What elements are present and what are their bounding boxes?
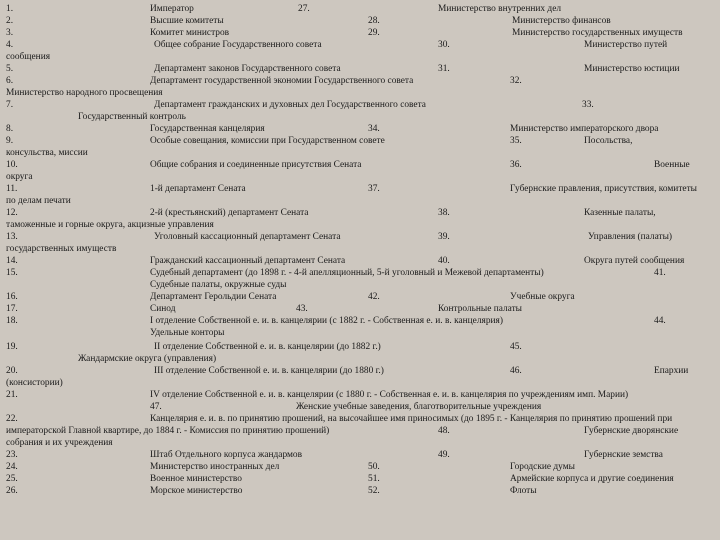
text-segment: 39.	[438, 232, 450, 242]
text-segment: собрания и их учреждения	[6, 438, 113, 448]
text-segment: 24.	[6, 462, 18, 472]
text-line	[0, 147, 720, 159]
text-segment: 48.	[438, 426, 450, 436]
text-segment: Учебные округа	[510, 292, 575, 302]
text-line	[0, 303, 720, 315]
text-line	[0, 449, 720, 461]
text-segment: 16.	[6, 292, 18, 302]
text-segment: 8.	[6, 124, 14, 134]
text-segment: Государственная канцелярия	[150, 124, 265, 134]
text-line	[0, 99, 720, 111]
text-segment: 38.	[438, 208, 450, 218]
text-segment: Общие собрания и соединенные присутствия Сената	[150, 160, 362, 170]
text-line	[0, 327, 720, 339]
text-segment: Комитет министров	[150, 28, 230, 38]
text-segment: Военное министерство	[150, 474, 242, 484]
text-line	[0, 123, 720, 135]
text-line	[0, 267, 720, 279]
text-line	[0, 255, 720, 267]
text-segment: Гражданский кассационный департамент Сената	[150, 256, 346, 266]
text-segment: 30.	[438, 40, 450, 50]
text-segment: Епархии	[654, 366, 689, 376]
text-segment: 45.	[510, 342, 522, 352]
text-line	[0, 365, 720, 377]
text-segment: Император	[150, 4, 194, 14]
text-segment: 25.	[6, 474, 18, 484]
text-segment: 52.	[368, 486, 380, 496]
text-line	[0, 159, 720, 171]
text-segment: 36.	[510, 160, 522, 170]
text-segment: Губернские правления, присутствия, комитеты	[510, 184, 697, 194]
text-line	[0, 341, 720, 353]
text-line	[0, 111, 720, 123]
text-segment: Особые совещания, комиссии при Государственном совете	[150, 136, 385, 146]
text-segment: Губернские дворянские	[584, 426, 679, 436]
text-segment: Департамент государственной экономии Государственного совета	[150, 76, 414, 86]
text-segment: по делам печати	[6, 196, 71, 206]
text-segment: императорской Главной квартире, до 1884 г. - Комиссия по принятию прошений)	[6, 426, 330, 436]
text-segment: Контрольные палаты	[438, 304, 522, 314]
text-segment: 50.	[368, 462, 380, 472]
text-segment: 51.	[368, 474, 380, 484]
text-segment: 17.	[6, 304, 18, 314]
text-line	[0, 461, 720, 473]
text-segment: Министерство внутренних дел	[438, 4, 562, 14]
text-line	[0, 353, 720, 365]
text-segment: 27.	[298, 4, 310, 14]
text-segment: 21.	[6, 390, 18, 400]
text-segment: Морское министерство	[150, 486, 243, 496]
text-segment: 28.	[368, 16, 380, 26]
text-line	[0, 183, 720, 195]
text-segment: 12.	[6, 208, 18, 218]
text-segment: 18.	[6, 316, 18, 326]
text-segment: Судебные палаты, окружные суды	[150, 280, 287, 290]
text-segment: Министерство путей	[584, 40, 668, 50]
text-line	[0, 389, 720, 401]
text-line	[0, 63, 720, 75]
text-line	[0, 231, 720, 243]
text-segment: IV отделение Собственной е. и. в. канцелярии (с 1880 г. - Собственная е. и. в. канцелярия по учреждениям имп. Марии)	[150, 390, 629, 400]
text-segment: 7.	[6, 100, 14, 110]
text-segment: Канцелярия е. и. в. по принятию прошений, на высочайшее имя приносимых (до 1895 г. - Канцелярия по принятию прошений при	[150, 414, 673, 424]
text-segment: консульства, миссии	[6, 148, 88, 158]
text-segment: Городские думы	[510, 462, 575, 472]
text-segment: Министерство иностранных дел	[150, 462, 280, 472]
text-segment: Флоты	[510, 486, 537, 496]
text-segment: 41.	[654, 268, 666, 278]
text-segment: Министерство императорского двора	[510, 124, 659, 134]
text-segment: Высшие комитеты	[150, 16, 224, 26]
text-segment: 47.	[150, 402, 162, 412]
text-segment: 10.	[6, 160, 18, 170]
text-line	[0, 39, 720, 51]
text-segment: 9.	[6, 136, 14, 146]
text-line	[0, 473, 720, 485]
text-segment: 3.	[6, 28, 14, 38]
text-segment: Общее собрание Государственного совета	[154, 40, 322, 50]
text-segment: Армейские корпуса и другие соединения	[510, 474, 674, 484]
text-segment: 6.	[6, 76, 14, 86]
text-line	[0, 401, 720, 413]
text-segment: II отделение Собственной е. и. в. канцелярии (до 1882 г.)	[154, 342, 381, 352]
text-segment: 2-й (крестьянский) департамент Сената	[150, 208, 309, 218]
text-segment: Округа путей сообщения	[584, 256, 685, 266]
text-line	[0, 15, 720, 27]
text-segment: 37.	[368, 184, 380, 194]
text-segment: 49.	[438, 450, 450, 460]
text-line	[0, 377, 720, 389]
text-segment: Штаб Отдельного корпуса жандармов	[150, 450, 303, 460]
text-segment: 14.	[6, 256, 18, 266]
text-segment: III отделение Собственной е. и. в. канцелярии (до 1880 г.)	[154, 366, 384, 376]
text-segment: I отделение Собственной е. и. в. канцелярии (с 1882 г. - Собственная е. и. в. канцелярия)	[150, 316, 503, 326]
text-segment: Женские учебные заведения, благотворительные учреждения	[296, 402, 542, 412]
text-segment: округа	[6, 172, 33, 182]
text-line	[0, 207, 720, 219]
text-segment: Уголовный кассационный департамент Сената	[154, 232, 341, 242]
text-segment: сообщения	[6, 52, 51, 62]
text-line	[0, 135, 720, 147]
text-segment: 23.	[6, 450, 18, 460]
text-line	[0, 413, 720, 425]
text-segment: Жандармские округа (управления)	[78, 354, 217, 364]
text-segment: Департамент Герольдии Сената	[150, 292, 277, 302]
text-segment: (консистории)	[6, 378, 63, 388]
text-line	[0, 171, 720, 183]
text-segment: 1-й департамент Сената	[150, 184, 246, 194]
text-segment: Министерство финансов	[512, 16, 611, 26]
text-segment: 2.	[6, 16, 14, 26]
text-line	[0, 485, 720, 497]
text-segment: Губернские земства	[584, 450, 663, 460]
text-line	[0, 425, 720, 437]
text-line	[0, 3, 720, 15]
text-line	[0, 51, 720, 63]
text-segment: 20.	[6, 366, 18, 376]
text-line	[0, 87, 720, 99]
text-segment: Министерство юстиции	[584, 64, 680, 74]
text-segment: 11.	[6, 184, 18, 194]
text-segment: 5.	[6, 64, 14, 74]
text-segment: 13.	[6, 232, 18, 242]
text-line	[0, 219, 720, 231]
text-segment: Департамент законов Государственного совета	[154, 64, 341, 74]
text-segment: 1.	[6, 4, 14, 14]
text-segment: 33.	[582, 100, 594, 110]
text-line	[0, 75, 720, 87]
text-segment: Посольства,	[584, 136, 633, 146]
text-segment: 43.	[296, 304, 308, 314]
text-line	[0, 195, 720, 207]
text-segment: 22.	[6, 414, 18, 424]
text-segment: Министерство народного просвещения	[6, 88, 163, 98]
text-segment: Судебный департамент (до 1898 г. - 4-й апелляционный, 5-й уголовный и Межевой департаменты)	[150, 268, 544, 278]
text-segment: таможенные и горные округа, акцизные управления	[6, 220, 214, 230]
text-segment: 34.	[368, 124, 380, 134]
text-segment: 31.	[438, 64, 450, 74]
text-line	[0, 27, 720, 39]
text-line	[0, 279, 720, 291]
text-segment: Государственный контроль	[78, 112, 186, 122]
text-segment: Синод	[150, 304, 176, 314]
text-segment: 26.	[6, 486, 18, 496]
text-line	[0, 437, 720, 449]
text-segment: Министерство государственных имуществ	[512, 28, 683, 38]
text-segment: 15.	[6, 268, 18, 278]
text-segment: 32.	[510, 76, 522, 86]
text-segment: 19.	[6, 342, 18, 352]
text-line	[0, 315, 720, 327]
text-line	[0, 291, 720, 303]
text-segment: 40.	[438, 256, 450, 266]
text-segment: 29.	[368, 28, 380, 38]
text-segment: Военные	[654, 160, 690, 170]
text-segment: Казенные палаты,	[584, 208, 656, 218]
text-segment: Управления (палаты)	[588, 232, 673, 242]
text-segment: 35.	[510, 136, 522, 146]
text-segment: Удельные конторы	[150, 328, 225, 338]
text-segment: 42.	[368, 292, 380, 302]
text-segment: 44.	[654, 316, 666, 326]
text-segment: государственных имуществ	[6, 244, 117, 254]
text-segment: Департамент гражданских и духовных дел Государственного совета	[154, 100, 426, 110]
text-segment: 4.	[6, 40, 14, 50]
text-segment: 46.	[510, 366, 522, 376]
text-line	[0, 243, 720, 255]
